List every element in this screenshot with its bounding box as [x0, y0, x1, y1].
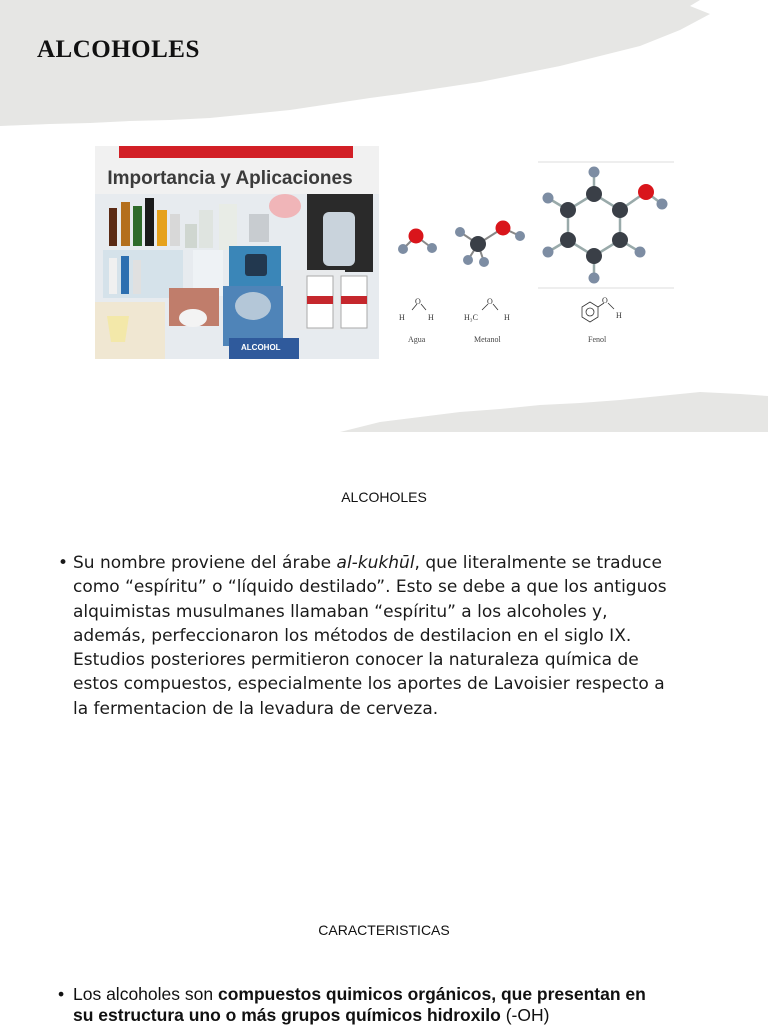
collage-heading: Importancia y Aplicaciones	[107, 168, 353, 189]
methanol-hydrogen-label: H	[504, 313, 510, 322]
characteristics-line-2-bold: su estructura uno o más grupos químicos hidroxilo	[73, 1005, 501, 1025]
water-hydrogen-right-label: H	[428, 313, 434, 322]
etymology-paragraph	[58, 551, 718, 721]
methanol-model	[455, 221, 525, 268]
phenol-oxygen-label: O	[602, 296, 608, 305]
arabic-term: al-kukhūl	[336, 553, 415, 573]
water-hydrogen-left-label: H	[399, 313, 405, 322]
methanol-name: Metanol	[474, 335, 501, 344]
paragraph-line-1-end: , que literalmente se traduce	[414, 553, 662, 573]
characteristics-line-1-bold: compuestos quimicos orgánicos, que presentan en	[217, 984, 646, 1004]
section-heading-caracteristicas: CARACTERISTICAS	[318, 922, 450, 938]
title-slide	[0, 0, 768, 432]
alcohol-box-label: ALCOHOL	[241, 343, 281, 352]
paragraph-line-1	[58, 551, 718, 575]
paragraph-line-6: estos compuestos, especialmente los aportes de Lavoisier respecto a	[73, 674, 665, 695]
characteristics-line-1-start: Los alcoholes son	[73, 984, 218, 1004]
characteristics-line-1	[58, 984, 738, 1005]
bullet-icon: •	[58, 984, 65, 1004]
section-heading-alcoholes: ALCOHOLES	[341, 489, 427, 505]
paragraph-line-4: además, perfeccionaron los métodos de destilacion en el siglo IX.	[73, 625, 632, 646]
characteristics-line-2	[58, 1005, 738, 1026]
methanol-methyl-label: H₃C	[464, 313, 478, 322]
applications-collage-image	[95, 146, 379, 359]
bullet-icon: •	[58, 553, 69, 573]
content-slide	[0, 432, 768, 1024]
water-oxygen-label: O	[415, 297, 421, 306]
phenol-hydrogen-label: H	[616, 311, 622, 320]
paragraph-line-2: como “espíritu” o “líquido destilado”. Esto se debe a que los antiguos	[73, 577, 667, 598]
paragraph-line-5: Estudios posteriores permitieron conocer la naturaleza química de	[73, 650, 639, 671]
phenol-name: Fenol	[588, 335, 607, 344]
molecules-image	[390, 160, 680, 350]
characteristics-bullet	[58, 984, 738, 1026]
paragraph-line-3: alquimistas musulmanes llamaban “espíritu” a los alcoholes y,	[73, 601, 608, 622]
hydroxyl-formula: (-OH)	[500, 1005, 550, 1025]
slide-title: ALCOHOLES	[37, 36, 200, 63]
water-model	[398, 229, 437, 255]
structural-formulas	[412, 302, 614, 322]
paragraph-line-7: la fermentacion de la levadura de cerveza.	[73, 698, 439, 719]
methanol-oxygen-label: O	[487, 297, 493, 306]
paragraph-line-1-start: Su nombre proviene del árabe	[73, 553, 337, 573]
collage-red-bar	[119, 146, 353, 158]
water-name: Agua	[408, 335, 426, 344]
